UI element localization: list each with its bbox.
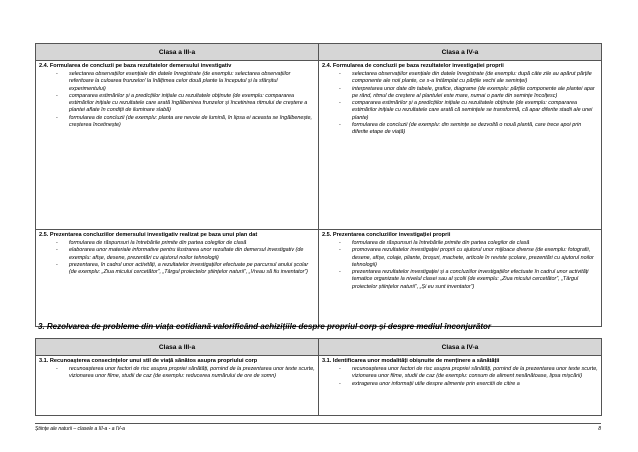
list-item: - formularea de răspunsuri la întrebările primite din partea colegilor de clasă — [69, 240, 315, 247]
footer-document-title: Științe ale naturii – clasele a III-a - a IV-a — [35, 426, 125, 432]
competence-heading: 2.5. Prezentarea concluziilor demersului investigativ realizat pe baza unui plan dat — [39, 232, 258, 238]
curriculum-table-competence-3 — [35, 338, 602, 416]
example-list — [39, 71, 315, 129]
grade-4-cell — [319, 61, 602, 230]
list-item: - promovarea rezultatelor investigației proprii cu ajutorul unor mijloace diverse (de exemplu: fotografii, desene, afișe, colaje, pliante, broșuri, machete, articole în reviste școlare, prezentări cu ajutorul noilor tehnologii) — [352, 247, 598, 269]
column-header-grade-3: Clasa a III-a — [36, 339, 319, 356]
list-item: - recunoașterea unor factori de risc asupra propriei sănătăți, pornind de la prezentarea unor texte scurte, vizionarea unor filme, studii de caz (de exemplu: reducerea numărului de ore de somn) — [69, 366, 315, 381]
competence-heading: 3.1. Identificarea unor modalități obișnuite de menținere a sănătății — [322, 358, 500, 364]
example-list — [322, 240, 598, 291]
column-header-grade-4: Clasa a IV-a — [319, 44, 602, 61]
table-row — [36, 61, 602, 230]
list-item: - formularea de răspunsuri la întrebările primite din partea colegilor de clasă — [352, 240, 598, 247]
competence-heading: 2.5. Prezentarea concluziilor investigației proprii — [322, 232, 451, 238]
competence-heading: 3.1. Recunoașterea consecințelor unui stil de viață sănătos asupra propriului corp — [39, 358, 258, 364]
list-item: - selectarea observațiilor esențiale din datele înregistrate (de exemplu: după câte zile au apărut părțile componente ale noii plante, ce s-a întâmplat cu părțile vechi ale seminței) — [352, 71, 598, 86]
grade-3-cell — [36, 61, 319, 230]
competence-heading: 2.4. Formularea de concluzii pe baza rezultatelor investigației proprii — [322, 63, 504, 69]
list-item: - prezentarea rezultatelor investigației și a concluziilor investigațiilor efectuate în cadrul unor activități tematice organizate la nivelul clasei sau al școlii (de exemplu: „Ziua micului cercetător”, „Târgul proiectelor științelor naturii”, „Și eu sunt inventator”) — [352, 269, 598, 291]
table-row — [36, 230, 602, 327]
list-item: - interpretarea unor date din tabele, grafice, diagrame (de exemplu: părțile componente ale plantei apar pe rând, ritmul de creștere al plantulei este mare, numai o parte din semințe încolțesc) — [352, 86, 598, 101]
list-item: - elaborarea unor materiale informative pentru ilustrarea unor rezultate din demersul investigativ (de exemplu: afișe, desene, prezentări cu ajutorul noilor tehnologii) — [69, 247, 315, 262]
list-item: - formularea de concluzii (de exemplu: planta are nevoie de lumină, în lipsa ei aceasta se îngălbenește, creșterea încetinește) — [69, 115, 315, 130]
list-item: - compararea estimărilor și a predicțiilor inițiale cu rezultatele obținute (de exemplu: compararea estimărilor inițiale cu rezultatele care arată că semințele se transformă, că apar diferite stadii ale unei plante) — [352, 100, 598, 122]
list-item: - compararea estimărilor și a predicțiilor inițiale cu rezultatele obținute (de exemplu: compararea estimărilor inițiale cu rezultatele care arată îngălbenirea frunzelor și încetinirea ritmului de creștere a plantei aflate în condiții de iluminare slabă) — [69, 93, 315, 115]
column-header-grade-4: Clasa a IV-a — [319, 339, 602, 356]
grade-3-cell — [36, 230, 319, 327]
page-footer — [35, 423, 601, 432]
list-item: - prezentarea, în cadrul unor activități, a rezultatelor investigațiilor efectuate pe parcursul anului școlar (de exemplu: „Ziua micului cercetător”, „Târgul proiectelor științelor naturii”, „Vreau să fiu inventator”) — [69, 262, 315, 277]
list-item: - formularea de concluzii (de exemplu: din semințe se dezvoltă o nouă plantă, care trece apoi prin diferite etape de viață) — [352, 122, 598, 137]
list-item: - recunoașterea unor factori de risc asupra propriei sănătăți, pornind de la prezentarea unor texte scurte, vizionarea unor filme, studii de caz (de exemplu: consum de aliment nesănătoase, lipsa mișcării) — [352, 366, 598, 381]
list-item: - selectarea observațiilor esențiale din datele înregistrate (de exemplu: selectarea observațiilor referitoare la culoarea frunzelor/ la înălțimea celor două plante la începutul și la sfârșitul experimentului) — [69, 71, 315, 93]
table-row — [36, 356, 602, 416]
competence-heading: 2.4. Formularea de concluzii pe baza rezultatelor demersului investigativ — [39, 63, 232, 69]
example-list — [39, 366, 315, 381]
grade-4-cell — [319, 356, 602, 416]
column-header-grade-3: Clasa a III-a — [36, 44, 319, 61]
grade-4-cell — [319, 230, 602, 327]
grade-3-cell — [36, 356, 319, 416]
example-list — [39, 240, 315, 276]
curriculum-table-competence-2 — [35, 43, 602, 327]
page-number: 8 — [598, 426, 601, 432]
example-list — [322, 71, 598, 137]
example-list — [322, 366, 598, 388]
section-title: 3. Rezolvarea de probleme din viața cotidiană valorificând achizițiile despre propriul corp și despre mediul înconjurător — [38, 322, 492, 331]
list-item: - extragerea unor informații utile despre alimente prin exercitii de citire a — [352, 381, 598, 388]
